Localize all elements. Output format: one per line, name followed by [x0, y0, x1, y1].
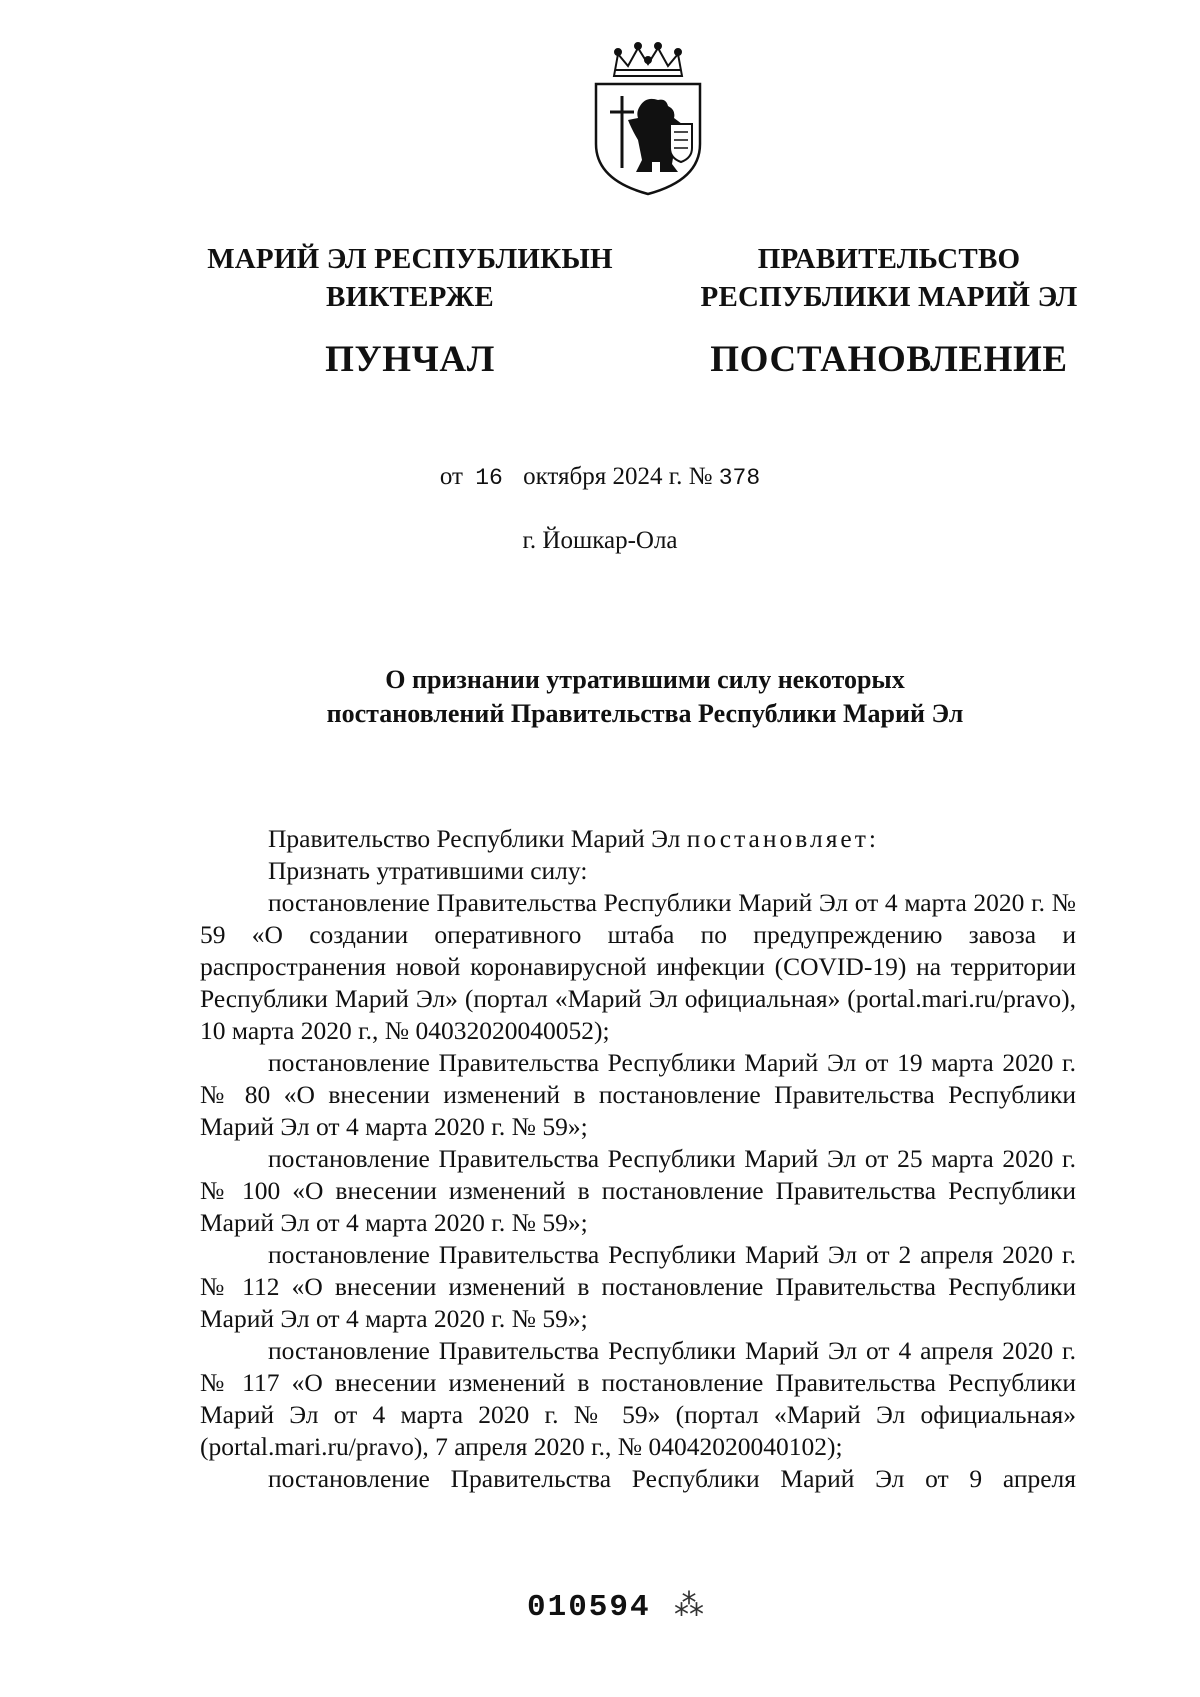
- list-item: постановление Правительства Республики Марий Эл от 4 апреля 2020 г. № 117 «О внесении изменений в постановление Правительства Республики Марий Эл от 4 марта 2020 г. № 59» (портал «Марий Эл официальная» (portal.mari.ru/pravo), 7 апреля 2020 г., № 04042020040102);: [200, 1336, 1076, 1461]
- document-date: [0, 463, 1200, 491]
- header-right-line1: ПРАВИТЕЛЬСТВО: [757, 243, 1021, 275]
- list-item: постановление Правительства Республики Марий Эл от 2 апреля 2020 г. № 112 «О внесении изменений в постановление Правительства Республики Марий Эл от 4 марта 2020 г. № 59»;: [200, 1240, 1076, 1333]
- date-month-year: октября 2024 г. №: [523, 463, 713, 490]
- document-title: [180, 663, 1110, 731]
- list-item: постановление Правительства Республики Марий Эл от 9 апреля: [268, 1464, 1076, 1493]
- title-line2: постановлений Правительства Республики Марий Эл: [326, 699, 964, 728]
- list-item: постановление Правительства Республики Марий Эл от 4 марта 2020 г. № 59 «О создании оперативного штаба по предупреждению завоза и распространения новой коронавирусной инфекции (COVID-19) на территории Республики Марий Эл» (портал «Марий Эл официальная» (portal.mari.ru/pravo), 10 марта 2020 г., № 04032020040052);: [200, 888, 1076, 1045]
- list-item: постановление Правительства Республики Марий Эл от 25 марта 2020 г. № 100 «О внесении изменений в постановление Правительства Республики Марий Эл от 4 марта 2020 г. № 59»;: [200, 1144, 1076, 1237]
- header-left-doc-type: ПУНЧАЛ: [325, 339, 495, 380]
- header-right-line2: РЕСПУБЛИКИ МАРИЙ ЭЛ: [700, 281, 1078, 313]
- header-russian-block: [674, 240, 1104, 384]
- security-mark-icon: ⁂: [674, 1588, 704, 1623]
- header-mari-block: [180, 240, 640, 384]
- document-body: [200, 823, 1076, 1495]
- date-day: 16: [475, 465, 503, 491]
- coat-of-arms-icon: [588, 40, 708, 198]
- header-left-line1: МАРИЙ ЭЛ РЕСПУБЛИКЫН: [207, 243, 613, 275]
- date-prefix: от: [439, 463, 463, 490]
- list-item: постановление Правительства Республики Марий Эл от 19 марта 2020 г. № 80 «О внесении изменений в постановление Правительства Республики Марий Эл от 4 марта 2020 г. № 59»;: [200, 1048, 1076, 1141]
- header-right-doc-type: ПОСТАНОВЛЕНИЕ: [710, 339, 1068, 380]
- intro-spaced: постановляет:: [686, 824, 879, 853]
- document-city: г. Йошкар-Ола: [522, 527, 678, 554]
- decree-paragraph: Признать утратившими силу:: [268, 856, 588, 885]
- intro-paragraph: [200, 823, 1076, 855]
- form-serial-number: 010594: [527, 1590, 651, 1625]
- intro-lead: Правительство Республики Марий Эл: [268, 824, 687, 853]
- document-number: 378: [718, 465, 761, 491]
- title-line1: О признании утратившими силу некоторых: [385, 665, 905, 694]
- header-left-line2: ВИКТЕРЖЕ: [326, 281, 494, 313]
